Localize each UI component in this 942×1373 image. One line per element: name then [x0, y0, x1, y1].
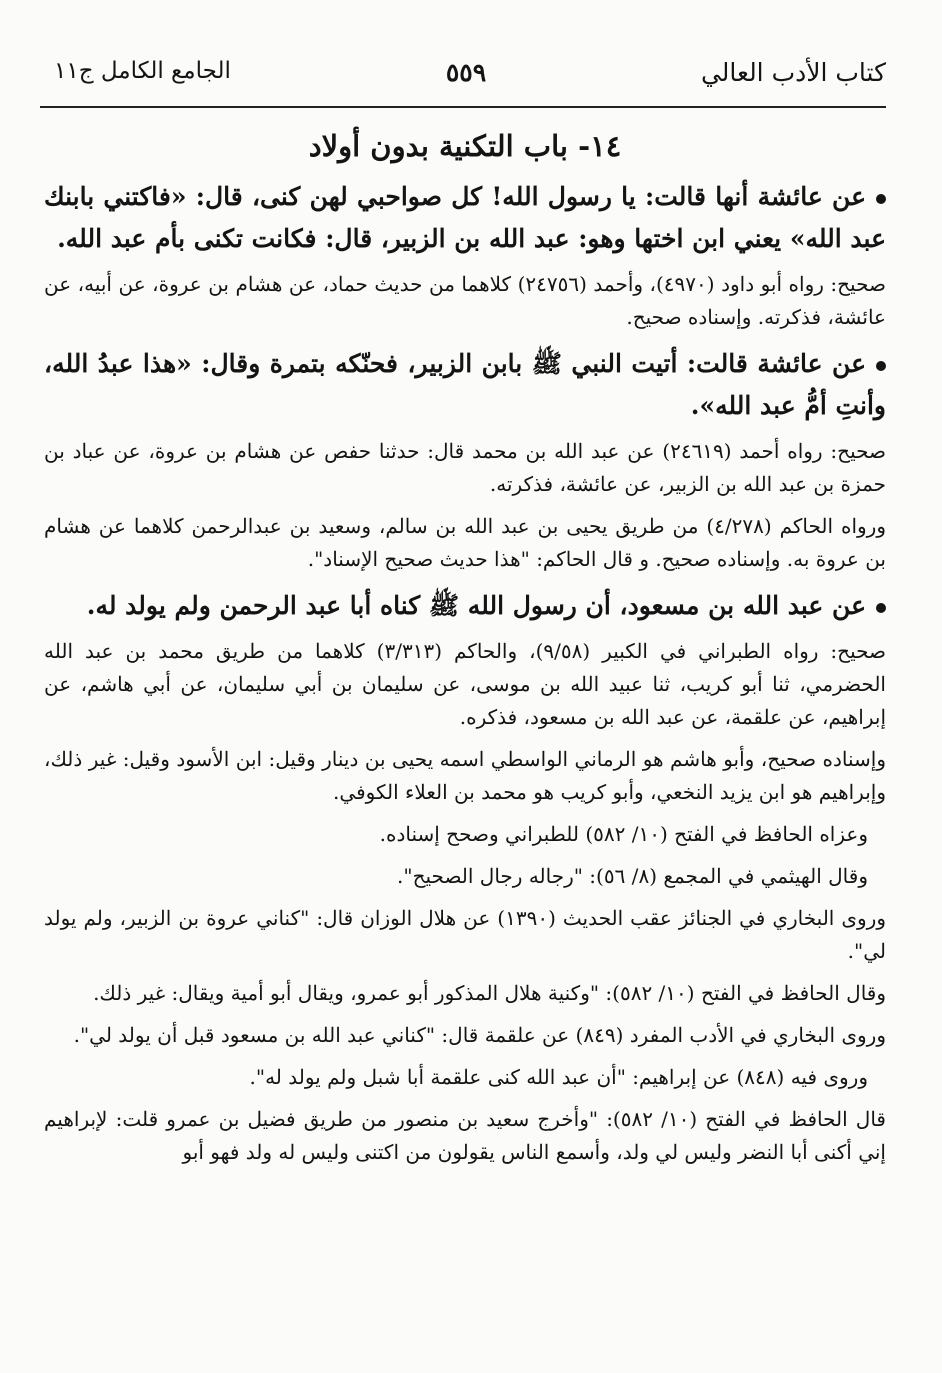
bullet-icon [876, 194, 886, 204]
page-number: ٥٥٩ [445, 58, 487, 87]
note-paragraph: قال الحافظ في الفتح (١٠/ ٥٨٢): "وأخرج سعيد بن منصور من طريق فضيل بن عمرو قلت: لإبراهيم إني أكنى أبا النضر وليس لي ولد، وأسمع الناس يقولون من اكتنى وليس له ولد فهو أبو [44, 1107, 886, 1164]
note-paragraph: وقال الهيثمي في المجمع (٨/ ٥٦): "رجاله رجال الصحيح". [397, 864, 868, 888]
header-rule [40, 106, 886, 108]
note-paragraph: وإسناده صحيح، وأبو هاشم هو الرماني الواسطي اسمه يحيى بن دينار وقيل: ابن الأسود وقيل: غير ذلك، وإبراهيم هو ابن يزيد النخعي، وأبو كريب هو محمد بن العلاء الكوفي. [44, 747, 886, 804]
hadith-paragraph [44, 343, 886, 427]
series-title: الجامع الكامل ج١١ [54, 58, 231, 84]
bullet-icon [876, 361, 886, 371]
hadith-text: عن عائشة أنها قالت: يا رسول الله! كل صواحبي لهن كنى، قال: «فاكتني بابنك عبد الله» يعني ابن اختها وهو: عبد الله بن الزبير، قال: فكانت تكنى بأم عبد الله. [44, 182, 886, 253]
page-content [44, 128, 886, 1178]
hadith-paragraph [44, 176, 886, 260]
note-paragraph: صحيح: رواه أحمد (٢٤٦١٩) عن عبد الله بن محمد قال: حدثنا حفص عن هشام بن عروة، عن عباد بن حمزة بن عبد الله بن الزبير، عن عائشة، فذكرته. [44, 439, 886, 496]
note-paragraph: صحيح: رواه الطبراني في الكبير (٩/٥٨)، والحاكم (٣/٣١٣) كلاهما من طريق محمد بن عبد الله الحضرمي، ثنا أبو كريب، ثنا عبيد الله بن موسى، عن سليمان بن أبي سليمان، عن أبي هاشم، عن إبراهيم، عن علقمة، عن عبد الله بن مسعود، فذكره. [44, 639, 887, 729]
chapter-title: ١٤- باب التكنية بدون أولاد [308, 129, 622, 163]
note-paragraph: ورواه الحاكم (٤/٢٧٨) من طريق يحيى بن عبد الله بن سالم، وسعيد بن عبدالرحمن كلاهما عن هشام بن عروة به. وإسناده صحيح. و قال الحاكم: "هذا حديث صحيح الإسناد". [44, 514, 886, 571]
note-paragraph: وعزاه الحافظ في الفتح (١٠/ ٥٨٢) للطبراني وصحح إسناده. [379, 822, 868, 846]
note-paragraph: وروى البخاري في الجنائز عقب الحديث (١٣٩٠) عن هلال الوزان قال: "كناني عروة بن الزبير، ولم يولد لي". [44, 906, 886, 963]
note-paragraph: وروى فيه (٨٤٨) عن إبراهيم: "أن عبد الله كنى علقمة أبا شبل ولم يولد له". [249, 1065, 868, 1089]
hadith-text: عن عبد الله بن مسعود، أن رسول الله ﷺ كناه أبا عبد الرحمن ولم يولد له. [86, 591, 866, 620]
book-title: كتاب الأدب العالي [700, 58, 886, 87]
note-paragraph: وقال الحافظ في الفتح (١٠/ ٥٨٢): "وكنية هلال المذكور أبو عمرو، ويقال أبو أمية ويقال: غير ذلك. [93, 981, 886, 1005]
note-paragraph: صحيح: رواه أبو داود (٤٩٧٠)، وأحمد (٢٤٧٥٦) كلاهما من حديث حماد، عن هشام بن عروة، عن أبيه، عن عائشة، فذكرته. وإسناده صحيح. [44, 272, 886, 329]
hadith-paragraph [44, 585, 886, 627]
bullet-icon [876, 603, 886, 613]
running-header [46, 58, 886, 98]
note-paragraph: وروى البخاري في الأدب المفرد (٨٤٩) عن علقمة قال: "كناني عبد الله بن مسعود قبل أن يولد لي". [73, 1023, 886, 1047]
hadith-text: عن عائشة قالت: أتيت النبي ﷺ بابن الزبير، فحنّكه بتمرة وقال: «هذا عبدُ الله، وأنتِ أمُّ عبد الله». [44, 349, 886, 420]
